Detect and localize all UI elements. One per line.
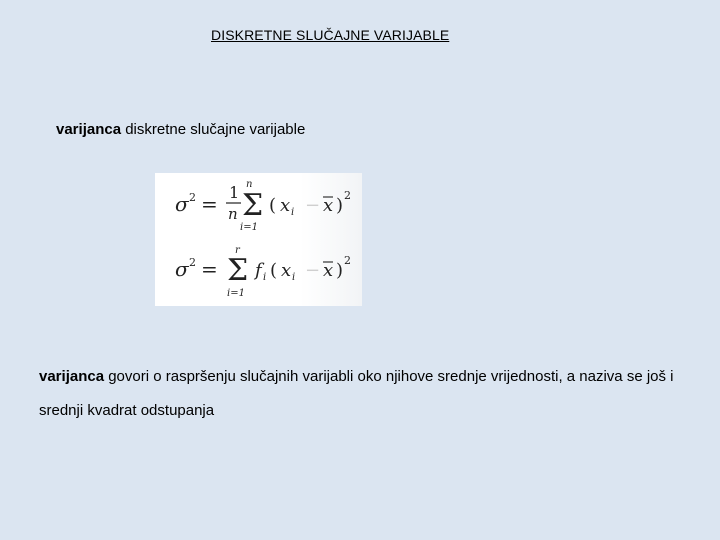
term-varijanca: varijanca <box>39 368 105 385</box>
term-varijanca: varijanca <box>56 121 122 138</box>
paren-close: ) <box>336 195 344 216</box>
x-i-subscript: i <box>292 272 296 283</box>
fraction-numerator: 1 <box>229 183 240 202</box>
sigma-exponent: 2 <box>189 191 196 204</box>
heading-rest: diskretne slučajne varijable <box>121 121 306 138</box>
sum-upper-limit: n <box>246 179 253 190</box>
x-bar-symbol: x <box>323 195 334 216</box>
variance-formula-2 <box>175 245 351 299</box>
sum-lower-limit: i=1 <box>240 222 258 233</box>
sum-upper-limit: r <box>235 245 240 256</box>
f-i-subscript: i <box>263 272 267 283</box>
x-bar-symbol: x <box>323 260 334 281</box>
outer-exponent: 2 <box>344 254 351 267</box>
sigma-symbol: σ <box>175 257 189 281</box>
paren-open: ( <box>269 195 277 216</box>
paren-close: ) <box>336 260 344 281</box>
formula-image <box>155 173 362 306</box>
x-i-subscript: i <box>291 207 295 218</box>
equals-sign: = <box>201 257 218 281</box>
minus-sign: − <box>305 195 321 216</box>
equals-sign: = <box>201 192 218 216</box>
sigma-symbol: σ <box>175 192 189 216</box>
paren-open: ( <box>270 260 278 281</box>
outer-exponent: 2 <box>344 189 351 202</box>
sigma-exponent: 2 <box>189 256 196 269</box>
summation-sign: Σ <box>242 188 264 223</box>
sum-lower-limit: i=1 <box>227 288 245 299</box>
minus-sign: − <box>305 260 321 281</box>
summation-sign: Σ <box>227 253 249 288</box>
x-i-symbol: x <box>281 260 292 281</box>
variance-description <box>39 360 699 428</box>
f-i-symbol: f <box>255 260 262 281</box>
variance-heading <box>56 121 305 138</box>
page-title: DISKRETNE SLUČAJNE VARIJABLE <box>211 27 450 43</box>
x-i-symbol: x <box>280 195 291 216</box>
fraction-denominator: n <box>228 205 238 223</box>
variance-formula-1 <box>175 179 351 233</box>
description-rest: govori o raspršenju slučajnih varijabli oko njihove srednje vrijednosti, a naziva se još i srednji kvadrat odstupanja <box>39 368 674 419</box>
